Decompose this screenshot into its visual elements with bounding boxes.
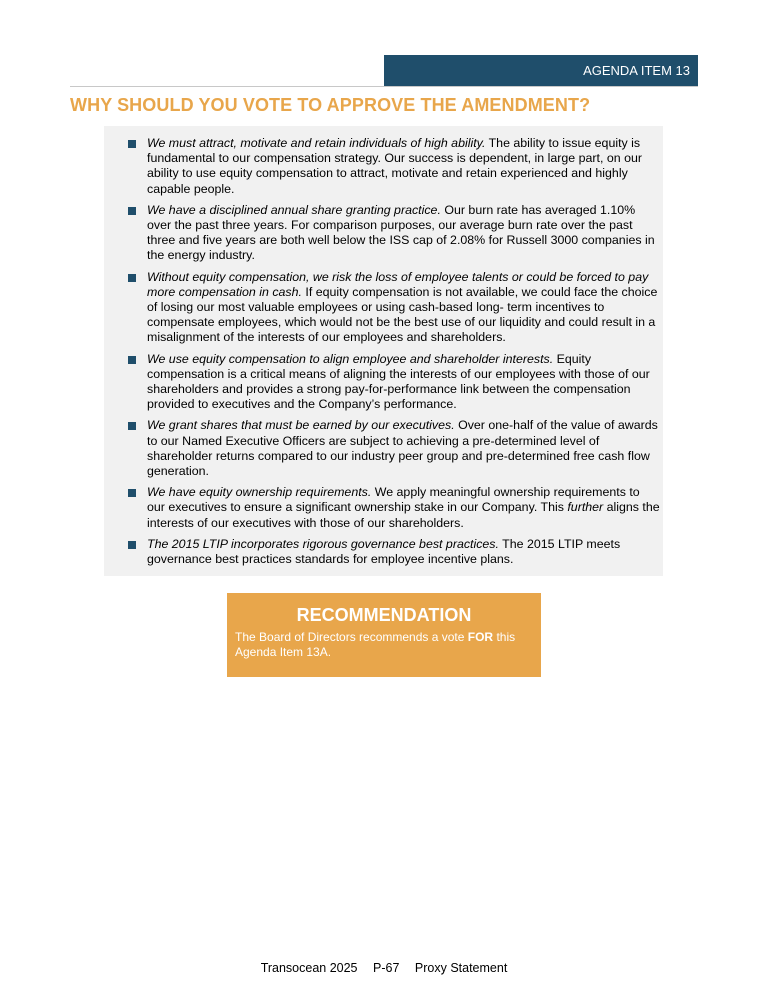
reason-body: If equity compensation is not available, we could face the choice of losing our most valuable employees or using cash-based long- term incentives to compensate employees, which would not be the best use of our liquidity and could result in a misalignment of the interests of our employees and shareholders.	[147, 284, 658, 345]
footer-document-name: Proxy Statement	[414, 961, 508, 975]
reason-item	[104, 485, 663, 531]
reason-item	[104, 418, 663, 479]
reason-body: Over one-half of the value of awards to our Named Executive Officers are subject to achieving a pre-determined level of shareholder returns compared to our industry peer group and pre-determined free cash flow generation.	[147, 418, 658, 479]
reason-lead: We grant shares that must be earned by our executives.	[147, 418, 455, 433]
reason-body: The 2015 LTIP meets governance best practices standards for employee incentive plans.	[147, 536, 621, 567]
square-bullet-icon	[128, 422, 136, 430]
page-title: WHY SHOULD YOU VOTE TO APPROVE THE AMENDMENT?	[70, 95, 591, 115]
reason-lead: We have equity ownership requirements.	[147, 485, 372, 500]
reason-lead: We have a disciplined annual share granting practice.	[147, 202, 441, 217]
reasons-panel	[104, 126, 663, 576]
square-bullet-icon	[128, 489, 136, 497]
agenda-item-banner	[384, 55, 698, 86]
square-bullet-icon	[128, 207, 136, 215]
reason-lead: The 2015 LTIP incorporates rigorous governance best practices.	[147, 536, 499, 551]
recommendation-title: RECOMMENDATION	[296, 605, 472, 625]
reason-lead: We must attract, motivate and retain individuals of high ability.	[147, 136, 486, 150]
recommendation-for-label: FOR	[467, 630, 494, 644]
reason-item	[104, 270, 663, 346]
recommendation-text-before: The Board of Directors recommends a vote	[235, 630, 468, 644]
reason-body: Our burn rate has averaged 1.10% over the past three years. For comparison purposes, our average burn rate over the past three and five years are both well below the ISS cap of 2.08% for Russell 3000 companies in the energy industry.	[147, 202, 655, 263]
recommendation-text-after: this Agenda Item 13A.	[235, 630, 516, 659]
reason-body: Equity compensation is a critical means of aligning the interests of our employees with those of our shareholders and provides a strong pay-for-performance link between the compensation provided to executives and the Company’s performance.	[147, 351, 650, 412]
reason-item	[104, 352, 663, 413]
header-divider	[70, 86, 698, 87]
recommendation-box	[227, 593, 541, 677]
page-footer	[0, 961, 768, 975]
reason-lead: We use equity compensation to align employee and shareholder interests.	[147, 351, 554, 366]
reason-lead: Without equity compensation, we risk the loss of employee talents or could be forced to pay more compensation in cash.	[147, 269, 649, 299]
reason-body: We apply meaningful ownership requirements to our executives to ensure a significant ownership stake in our Company. This	[147, 485, 640, 515]
reason-item	[104, 537, 663, 567]
agenda-item-label: AGENDA ITEM 13	[583, 63, 690, 78]
footer-page-number: P-67	[373, 961, 400, 975]
square-bullet-icon	[128, 356, 136, 364]
square-bullet-icon	[128, 140, 136, 148]
footer-company: Transocean 2025	[260, 961, 358, 975]
recommendation-text	[235, 630, 533, 660]
reason-body: The ability to issue equity is fundamental to our compensation strategy. Our success is dependent, in large part, on our ability to use equity compensation to attract, motivate and retain experienced and highly capable people.	[147, 136, 642, 196]
reason-item	[104, 203, 663, 264]
square-bullet-icon	[128, 541, 136, 549]
reason-body-end: aligns the interests of our executives with those of our shareholders.	[147, 500, 660, 530]
reason-emphasis: further	[567, 500, 604, 515]
reason-item	[104, 136, 663, 197]
square-bullet-icon	[128, 274, 136, 282]
reasons-list	[104, 136, 663, 567]
